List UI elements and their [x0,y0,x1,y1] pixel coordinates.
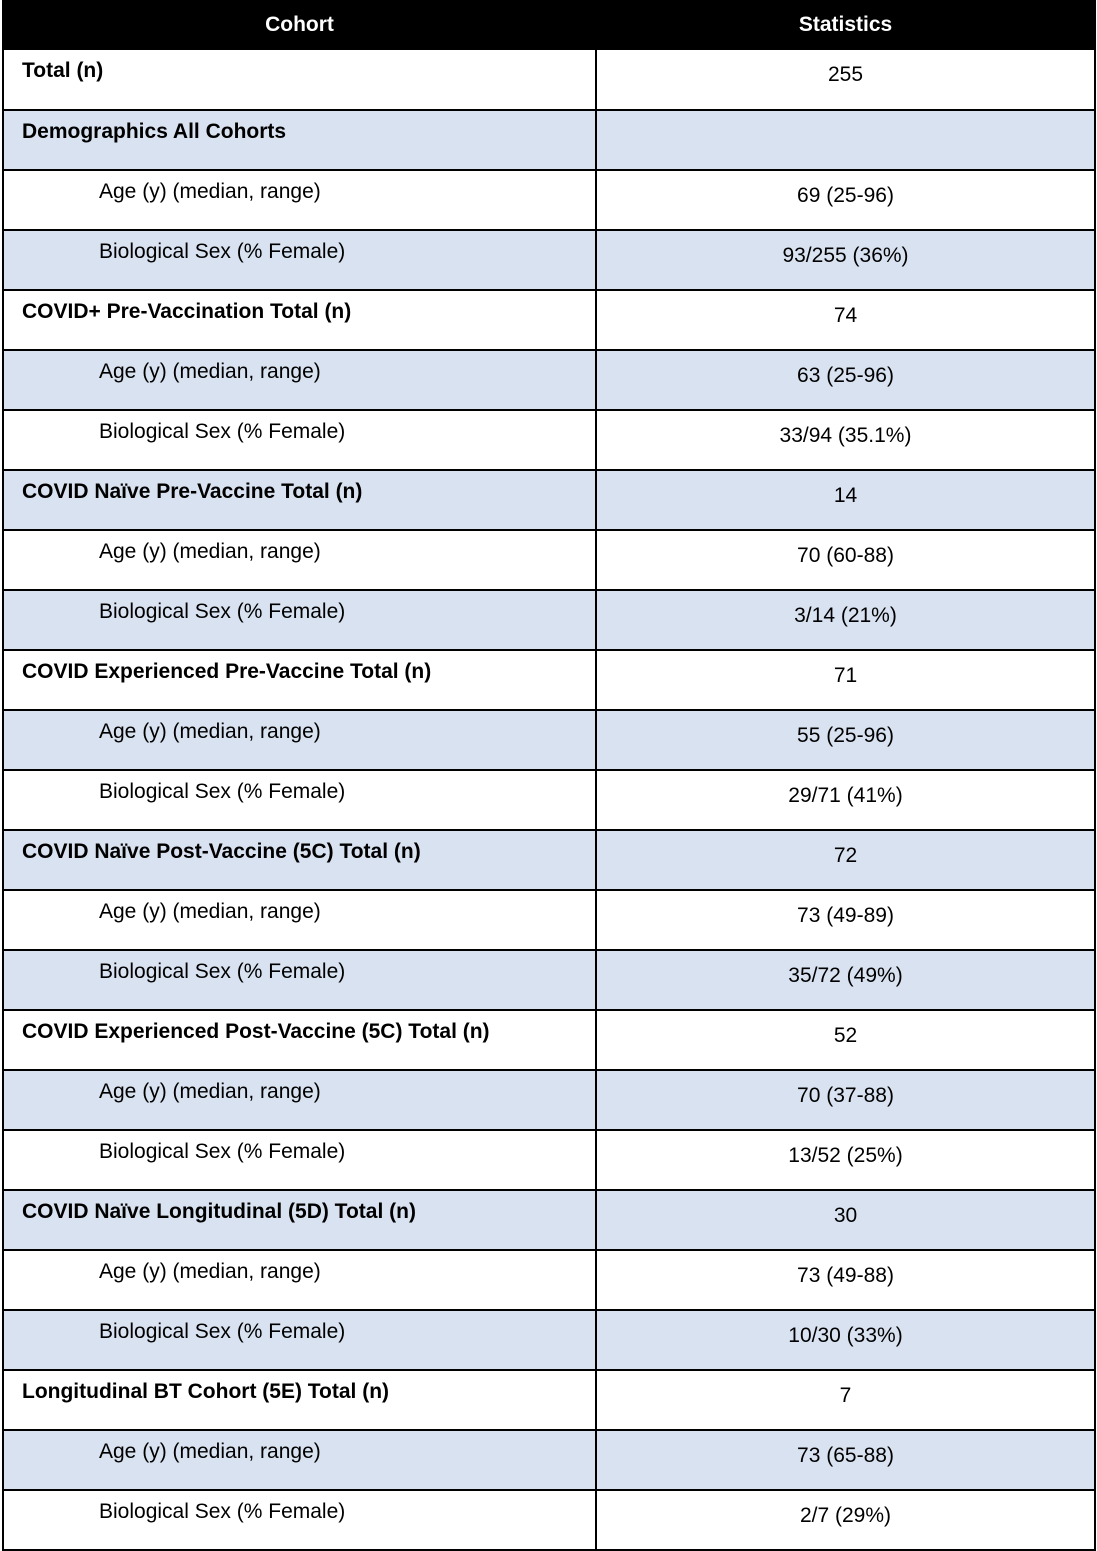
cohort-cell: Age (y) (median, range) [3,890,596,950]
cohort-cell: Age (y) (median, range) [3,710,596,770]
table-row [3,830,1095,890]
table-row [3,1070,1095,1130]
table-row [3,350,1095,410]
cohort-cell: Age (y) (median, range) [3,530,596,590]
cohort-cell: Biological Sex (% Female) [3,1130,596,1190]
statistics-cell: 3/14 (21%) [596,590,1095,650]
cohort-cell: COVID Naïve Post-Vaccine (5C) Total (n) [3,830,596,890]
table-row [3,49,1095,110]
statistics-cell: 55 (25-96) [596,710,1095,770]
cohort-cell: Age (y) (median, range) [3,1250,596,1310]
cohort-cell: Age (y) (median, range) [3,170,596,230]
table-row [3,1430,1095,1490]
statistics-cell: 74 [596,290,1095,350]
table-row [3,710,1095,770]
cohort-cell: Biological Sex (% Female) [3,1490,596,1550]
cohort-cell: Age (y) (median, range) [3,350,596,410]
cohort-cell: Total (n) [3,49,596,110]
statistics-cell: 71 [596,650,1095,710]
statistics-cell: 73 (65-88) [596,1430,1095,1490]
table-row [3,890,1095,950]
table-row [3,1490,1095,1550]
table-row [3,230,1095,290]
statistics-cell: 255 [596,49,1095,110]
table-row [3,290,1095,350]
statistics-cell: 70 (60-88) [596,530,1095,590]
cohort-cell: COVID+ Pre-Vaccination Total (n) [3,290,596,350]
statistics-cell: 70 (37-88) [596,1070,1095,1130]
header-row [3,1,1095,49]
statistics-cell: 52 [596,1010,1095,1070]
statistics-cell: 35/72 (49%) [596,950,1095,1010]
statistics-cell: 7 [596,1370,1095,1430]
table-row [3,1130,1095,1190]
cohort-cell: COVID Naïve Pre-Vaccine Total (n) [3,470,596,530]
cohort-cell: Biological Sex (% Female) [3,590,596,650]
table-row [3,1250,1095,1310]
table-row [3,410,1095,470]
cohort-cell: Biological Sex (% Female) [3,770,596,830]
table-row [3,1370,1095,1430]
statistics-cell: 73 (49-89) [596,890,1095,950]
statistics-cell: 63 (25-96) [596,350,1095,410]
statistics-cell [596,110,1095,170]
statistics-cell: 13/52 (25%) [596,1130,1095,1190]
table-row [3,770,1095,830]
table-row [3,170,1095,230]
cohort-cell: Demographics All Cohorts [3,110,596,170]
cohort-cell: Biological Sex (% Female) [3,410,596,470]
statistics-cell: 29/71 (41%) [596,770,1095,830]
statistics-cell: 30 [596,1190,1095,1250]
statistics-cell: 69 (25-96) [596,170,1095,230]
statistics-cell: 73 (49-88) [596,1250,1095,1310]
header-statistics: Statistics [596,1,1095,49]
table-body [3,49,1095,1550]
cohort-cell: Longitudinal BT Cohort (5E) Total (n) [3,1370,596,1430]
header-cohort: Cohort [3,1,596,49]
statistics-cell: 14 [596,470,1095,530]
statistics-cell: 93/255 (36%) [596,230,1095,290]
cohort-cell: COVID Experienced Post-Vaccine (5C) Total (n) [3,1010,596,1070]
cohort-cell: COVID Naïve Longitudinal (5D) Total (n) [3,1190,596,1250]
table-row [3,1310,1095,1370]
table-row [3,110,1095,170]
cohort-cell: Age (y) (median, range) [3,1430,596,1490]
statistics-cell: 2/7 (29%) [596,1490,1095,1550]
statistics-cell: 72 [596,830,1095,890]
table-row [3,590,1095,650]
table-row [3,950,1095,1010]
cohort-statistics-table [2,0,1096,1551]
table-row [3,1190,1095,1250]
cohort-cell: Biological Sex (% Female) [3,230,596,290]
table-row [3,470,1095,530]
cohort-cell: COVID Experienced Pre-Vaccine Total (n) [3,650,596,710]
statistics-cell: 33/94 (35.1%) [596,410,1095,470]
cohort-cell: Biological Sex (% Female) [3,1310,596,1370]
table-row [3,530,1095,590]
table-row [3,1010,1095,1070]
statistics-cell: 10/30 (33%) [596,1310,1095,1370]
table-row [3,650,1095,710]
cohort-cell: Biological Sex (% Female) [3,950,596,1010]
cohort-cell: Age (y) (median, range) [3,1070,596,1130]
